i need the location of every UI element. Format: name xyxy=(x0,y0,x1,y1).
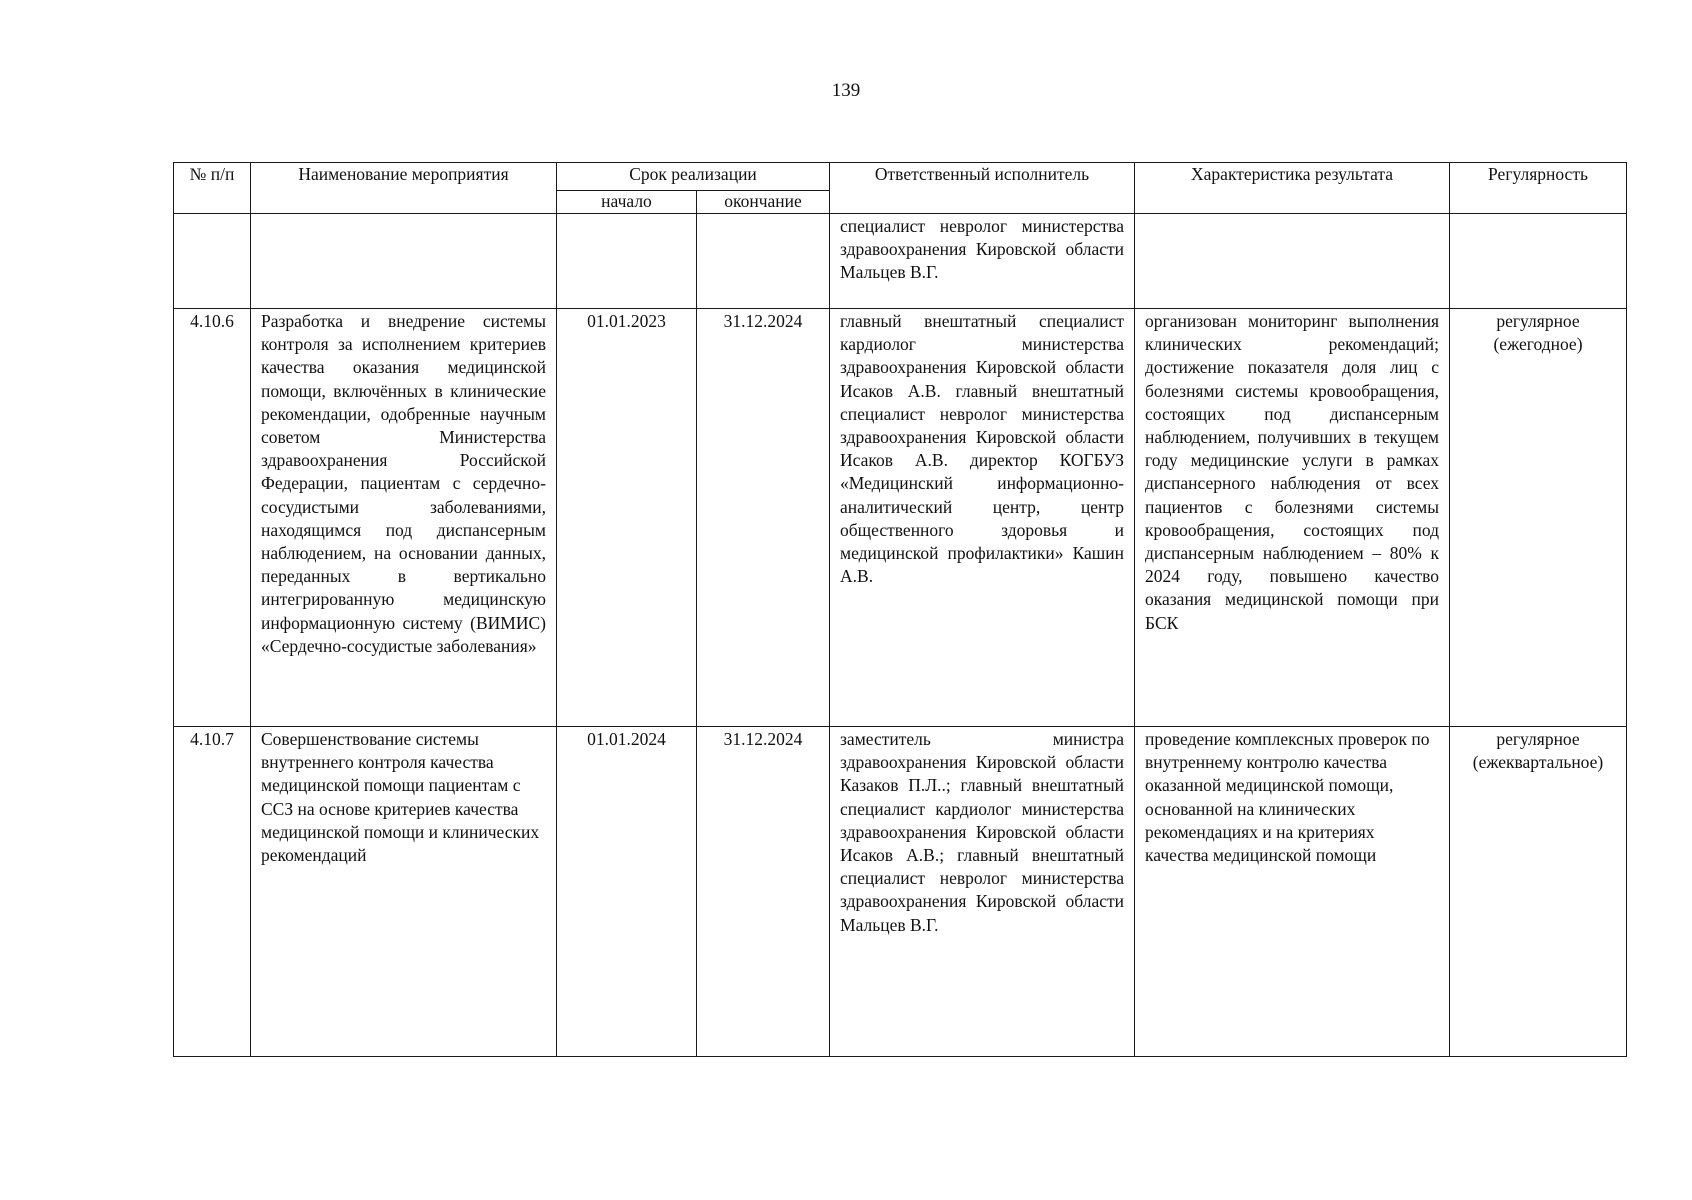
row-name: Совершенствование системы внутреннего контроля качества медицинской помощи пациентам с ССЗ на основе критериев качества медицинской помощи и клинических рекомендаций xyxy=(251,727,557,1057)
row-result xyxy=(1135,214,1450,309)
row-result: организован мониторинг выполнения клинических рекомендаций; достижение показателя доля лиц с болезнями системы кровообращения, состоящих под диспансерным наблюдением, получивших в текущем году медицинские услуги в рамках диспансерного наблюдения от всех пациентов с болезнями системы кровообращения, состоящих под диспансерным наблюдением – 80% к 2024 году, повышено качество оказания медицинской помощи при БСК xyxy=(1135,309,1450,727)
row-executor: главный внештатный специалист кардиолог министерства здравоохранения Кировской области Исаков А.В. главный внештатный специалист невролог министерства здравоохранения Кировской области Исаков А.В. директор КОГБУЗ «Медицинский информационно-аналитический центр, центр общественного здоровья и медицинской профилактики» Кашин А.В. xyxy=(830,309,1135,727)
col-header-end: окончание xyxy=(697,191,830,214)
row-num xyxy=(174,214,251,309)
row-executor: заместитель министра здравоохранения Кировской области Казаков П.Л..; главный внештатный специалист кардиолог министерства здравоохранения Кировской области Исаков А.В.; главный внештатный специалист невролог министерства здравоохранения Кировской области Мальцев В.Г. xyxy=(830,727,1135,1057)
row-regularity: регулярное (ежеквартальное) xyxy=(1450,727,1627,1057)
col-header-num: № п/п xyxy=(174,163,251,214)
activities-table xyxy=(173,162,1627,1057)
row-executor: специалист невролог министерства здравоохранения Кировской области Мальцев В.Г. xyxy=(830,214,1135,309)
table-row xyxy=(174,727,1627,1057)
row-start: 01.01.2023 xyxy=(557,309,697,727)
row-start xyxy=(557,214,697,309)
table-row xyxy=(174,309,1627,727)
row-end xyxy=(697,214,830,309)
row-regularity: регулярное (ежегодное) xyxy=(1450,309,1627,727)
row-end: 31.12.2024 xyxy=(697,309,830,727)
row-regularity xyxy=(1450,214,1627,309)
page-number: 139 xyxy=(831,80,861,101)
col-header-period: Срок реализации xyxy=(557,163,830,191)
col-header-start: начало xyxy=(557,191,697,214)
row-result: проведение комплексных проверок по внутреннему контролю качества оказанной медицинской помощи, основанной на клинических рекомендациях и на критериях качества медицинской помощи xyxy=(1135,727,1450,1057)
col-header-executor: Ответственный исполнитель xyxy=(830,163,1135,214)
table-row xyxy=(174,214,1627,309)
row-name: Разработка и внедрение системы контроля за исполнением критериев качества оказания медицинской помощи, включённых в клинические рекомендации, одобренные научным советом Министерства здравоохранения Российской Федерации, пациентам с сердечно-сосудистыми заболеваниями, находящимся под диспансерным наблюдением, на основании данных, переданных в вертикально интегрированную медицинскую информационную систему (ВИМИС) «Сердечно-сосудистые заболевания» xyxy=(251,309,557,727)
col-header-result: Характеристика результата xyxy=(1135,163,1450,214)
row-num: 4.10.7 xyxy=(174,727,251,1057)
col-header-name: Наименование мероприятия xyxy=(251,163,557,214)
row-num: 4.10.6 xyxy=(174,309,251,727)
col-header-regularity: Регулярность xyxy=(1450,163,1627,214)
row-end: 31.12.2024 xyxy=(697,727,830,1057)
row-start: 01.01.2024 xyxy=(557,727,697,1057)
row-name xyxy=(251,214,557,309)
